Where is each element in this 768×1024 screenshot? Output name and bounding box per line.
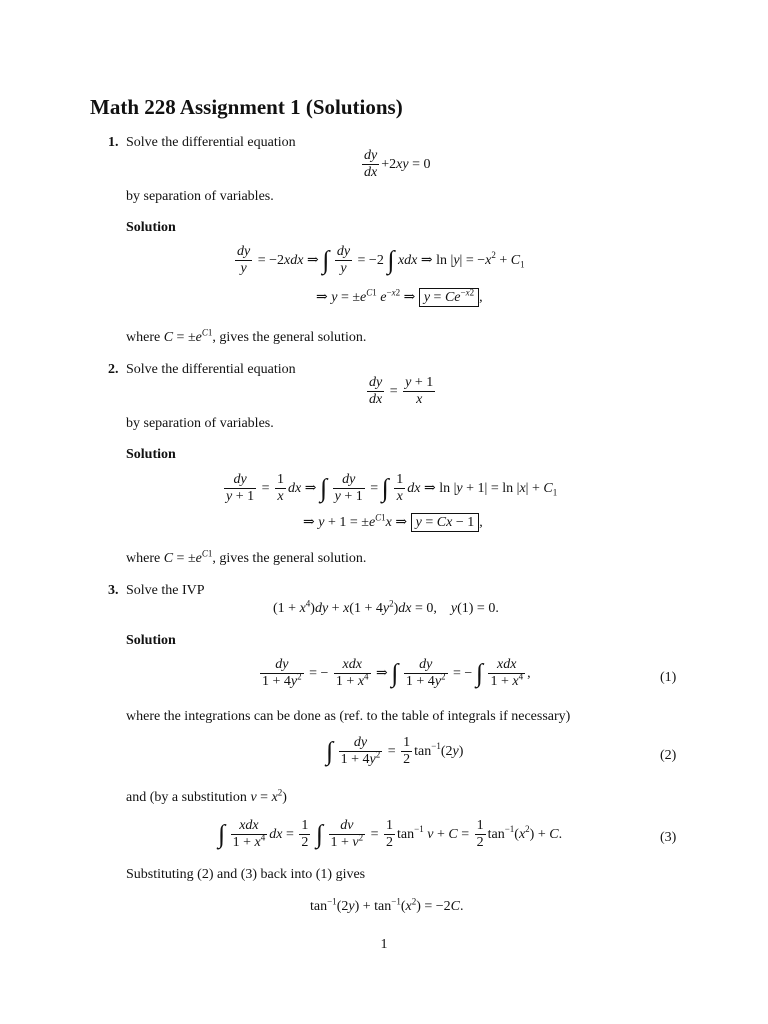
problem-1-solution-label: Solution (126, 220, 176, 235)
problem-2-solution-label: Solution (126, 447, 176, 462)
problem-2-equation: $\frac{dy}{dx}$ = $\frac{y + 1}{x}$ (369, 375, 434, 408)
problem-1-prompt: Solve the differential equation (126, 135, 296, 150)
problem-3-text-integrations: where the integrations can be done as (ref. to the table of integrals if necessary) (126, 709, 571, 724)
problem-3-equation-3: ∫ $\frac{\text{xdx}}{1 + x^4}$ dx = $\frac{1}{2}$ ∫ $\frac{dv}{1 + v^2}$ = $\frac{1}{2}$ $\tan^{-1} v + C$ = $\frac{1}{2}$ $\tan^{-1}(x^2) + C$. (218, 818, 563, 851)
problem-1-equation: $\frac{dy}{dx}$ +2xy = 0 (364, 148, 431, 181)
equation-number-3: (3) (660, 830, 677, 845)
page-number: 1 (380, 937, 388, 952)
problem-2-solution-line-2: ⇒ $y + 1 = \pm e^{C1}x$ ⇒ y = Cx − 1 , (303, 512, 483, 530)
problem-3-equation: $(1 + x^4)dy + x(1 + 4y^2)dx = 0$, y(1) = 0. (273, 598, 499, 616)
problem-2-prompt: Solve the differential equation (126, 362, 296, 377)
problem-2-conclusion: where $C = \pm e^{C1}$, gives the general solution. (126, 548, 367, 566)
problem-3-text-substitution: and (by a substitution $v = x^2$) (126, 787, 287, 805)
problem-3-number: 3. (108, 583, 119, 598)
problem-3-equation-1: $\frac{dy}{1 + 4y^2}$ = − $\frac{\text{xdx}}{1 + x^4}$ ⇒ ∫ $\frac{dy}{1 + 4y^2}$ = − ∫ $\frac{\text{xdx}}{1 + x^4}$ , (262, 657, 531, 690)
problem-2-number: 2. (108, 362, 119, 377)
problem-3-final-equation: $\tan^{-1}(2y) + \tan^{-1}(x^2) = -2C$. (310, 896, 464, 914)
problem-3-equation-2: ∫ $\frac{dy}{1 + 4y^2}$ = $\frac{1}{2}$ $\tan^{-1}(2y)$ (326, 735, 464, 768)
problem-2-after: by separation of variables. (126, 416, 274, 431)
page-title: Math 228 Assignment 1 (Solutions) (90, 95, 403, 119)
equation-number-1: (1) (660, 670, 677, 685)
problem-2-solution-line-1: $\frac{dy}{y + 1}$ = $\frac{1}{x}$ dx ⇒ ∫ $\frac{dy}{y + 1}$ = ∫ $\frac{1}{x}$ dx ⇒ $\ln |y + 1| = \ln |x| + C_1$ (226, 472, 558, 505)
problem-1-after: by separation of variables. (126, 189, 274, 204)
problem-3-text-substituting: Substituting (2) and (3) back into (1) gives (126, 867, 366, 882)
problem-2-answer-box: y = Cx − 1 (411, 513, 480, 532)
problem-3-prompt: Solve the IVP (126, 583, 205, 598)
problem-1-number: 1. (108, 135, 119, 150)
problem-1-solution-line-2: ⇒ $y = \pm e^{C1}$ $e^{-x2}$ ⇒ $y = Ce^{-x2}$ , (316, 287, 483, 305)
equation-number-2: (2) (660, 748, 677, 763)
problem-1-answer-box: $y = Ce^{-x2}$ (419, 288, 479, 307)
problem-1-conclusion: where $C = \pm e^{C1}$, gives the general solution. (126, 327, 367, 345)
problem-1-solution-line-1: $\frac{dy}{y}$ = −2xdx ⇒ ∫ $\frac{dy}{y}$ = −2 ∫ xdx ⇒ $\ln |y| = -x^2 + C_1$ (237, 244, 525, 277)
problem-3-solution-label: Solution (126, 633, 176, 648)
